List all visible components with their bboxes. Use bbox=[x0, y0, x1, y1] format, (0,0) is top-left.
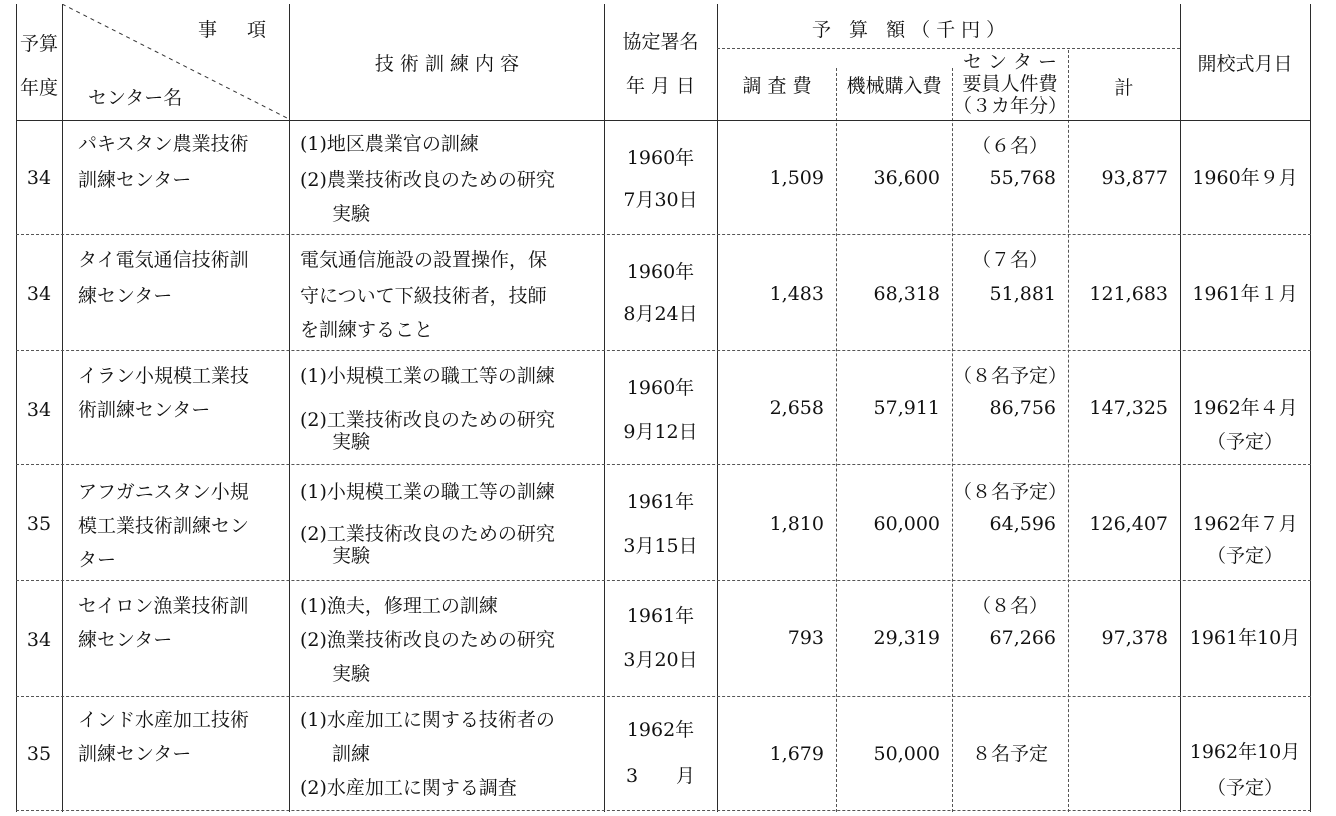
row-survey: 1,810 bbox=[769, 513, 824, 535]
row-year: 35 bbox=[26, 513, 52, 535]
row-staff-note: （８名予定） bbox=[952, 481, 1067, 503]
row-name-line: タイ電気通信技術訓 bbox=[78, 249, 249, 271]
row-name-line: インド水産加工技術 bbox=[78, 709, 250, 731]
row-opening: 1961年10月 bbox=[1189, 627, 1301, 649]
row-date-day: 9月12日 bbox=[623, 421, 698, 443]
rule-v-name bbox=[289, 4, 290, 812]
row-machine: 57,911 bbox=[873, 397, 940, 419]
row-content-line: 実験 bbox=[332, 203, 371, 225]
row-content-line: 実験 bbox=[332, 545, 371, 567]
row-name-line: 術訓練センター bbox=[78, 399, 211, 421]
row-staff-note: （８名） bbox=[971, 595, 1048, 617]
rule-v-right bbox=[1310, 4, 1311, 812]
row-machine: 60,000 bbox=[873, 513, 940, 535]
row-machine: 36,600 bbox=[873, 167, 940, 189]
row-opening: 1960年９月 bbox=[1192, 167, 1298, 189]
header-item: 事 項 bbox=[198, 19, 279, 41]
row-total: 97,378 bbox=[1101, 627, 1168, 649]
row-total: 121,683 bbox=[1089, 283, 1168, 305]
row-opening: 1962年４月 bbox=[1192, 397, 1298, 419]
header-staff-3: （３カ年分） bbox=[952, 95, 1067, 117]
row-name-line: 練センター bbox=[78, 285, 173, 307]
row-content-line: (2)漁業技術改良のための研究 bbox=[300, 629, 555, 651]
row-survey: 1,483 bbox=[769, 283, 824, 305]
row-opening: 1961年１月 bbox=[1192, 283, 1298, 305]
header-total: 計 bbox=[1114, 77, 1134, 99]
row-opening-note: （予定） bbox=[1206, 431, 1283, 453]
header-survey: 調 査 費 bbox=[742, 75, 812, 97]
header-sign-bottom: 年 月 日 bbox=[625, 75, 696, 97]
row-content-line: (1)小規模工業の職工等の訓練 bbox=[300, 481, 555, 503]
rule-h-budget bbox=[717, 48, 1180, 49]
row-content-line: 実験 bbox=[332, 663, 371, 685]
row-year: 34 bbox=[26, 283, 52, 305]
header-sign-top: 協定署名 bbox=[622, 31, 699, 53]
rule-h-row3 bbox=[16, 464, 1311, 465]
row-name-line: ター bbox=[78, 549, 117, 571]
rule-h-row4 bbox=[16, 580, 1311, 581]
row-survey: 2,658 bbox=[769, 397, 824, 419]
row-name-line: 練センター bbox=[78, 629, 173, 651]
row-staff-note: （８名予定） bbox=[952, 365, 1067, 387]
row-staff: 64,596 bbox=[989, 513, 1056, 535]
row-date-day: 7月30日 bbox=[623, 189, 698, 211]
row-content-line: (2)農業技術改良のための研究 bbox=[300, 169, 555, 191]
row-date-year: 1960年 bbox=[626, 261, 695, 283]
rule-h-row1 bbox=[16, 234, 1311, 235]
rule-h-bottom bbox=[16, 810, 1311, 811]
rule-v-date bbox=[717, 4, 718, 812]
row-staff: 67,266 bbox=[989, 627, 1056, 649]
rule-v-staff bbox=[1068, 50, 1069, 812]
row-name-line: アフガニスタン小規 bbox=[78, 481, 249, 503]
rule-h-header bbox=[16, 120, 1311, 121]
row-date-day: 3 月 bbox=[625, 765, 696, 787]
row-content-line: (2)水産加工に関する調査 bbox=[300, 777, 517, 799]
row-date-year: 1960年 bbox=[626, 377, 695, 399]
header-budget: 予 算 額（千円） bbox=[812, 19, 1012, 41]
header-center-name: センター名 bbox=[88, 87, 183, 109]
row-staff: 51,881 bbox=[989, 283, 1056, 305]
row-content-line: (2)工業技術改良のための研究 bbox=[300, 409, 555, 431]
rule-v-content bbox=[604, 4, 605, 812]
header-year-top: 予算 bbox=[19, 33, 58, 55]
row-staff: 55,768 bbox=[989, 167, 1056, 189]
rule-h-row2 bbox=[16, 350, 1311, 351]
header-staff-1: セ ン タ ー bbox=[962, 51, 1058, 73]
row-opening: 1962年10月 bbox=[1189, 741, 1301, 763]
rule-v-survey bbox=[836, 68, 837, 812]
row-name-line: パキスタン農業技術 bbox=[78, 133, 249, 155]
row-date-day: 3月20日 bbox=[623, 649, 698, 671]
header-opening: 開校式月日 bbox=[1197, 53, 1293, 75]
row-staff-note: （６名） bbox=[971, 135, 1048, 157]
row-machine: 50,000 bbox=[873, 743, 940, 765]
row-date-year: 1962年 bbox=[626, 719, 695, 741]
row-date-year: 1961年 bbox=[626, 491, 695, 513]
row-staff: 86,756 bbox=[989, 397, 1056, 419]
row-total: 93,877 bbox=[1101, 167, 1168, 189]
row-content-line: 守について下級技術者，技師 bbox=[300, 285, 547, 307]
row-opening: 1962年７月 bbox=[1192, 513, 1298, 535]
row-content-line: 電気通信施設の設置操作，保 bbox=[300, 249, 548, 271]
header-staff-2: 要員人件費 bbox=[962, 73, 1058, 95]
row-date-day: 3月15日 bbox=[623, 535, 698, 557]
header-content: 技 術 訓 練 内 容 bbox=[374, 53, 520, 75]
row-opening-note: （予定） bbox=[1206, 545, 1283, 567]
row-content-line: を訓練すること bbox=[300, 319, 434, 341]
row-year: 34 bbox=[26, 629, 52, 651]
row-content-line: (1)漁夫，修理工の訓練 bbox=[300, 595, 498, 617]
row-content-line: 実験 bbox=[332, 431, 371, 453]
row-content-line: (1)地区農業官の訓練 bbox=[300, 133, 479, 155]
row-name-line: イラン小規模工業技 bbox=[78, 365, 250, 387]
row-name-line: セイロン漁業技術訓 bbox=[78, 595, 249, 617]
row-year: 34 bbox=[26, 399, 52, 421]
row-staff-note: （７名） bbox=[971, 249, 1048, 271]
row-content-line: (1)水産加工に関する技術者の bbox=[300, 709, 555, 731]
row-survey: 793 bbox=[787, 627, 824, 649]
row-opening-note: （予定） bbox=[1206, 777, 1283, 799]
row-staff: ８名予定 bbox=[971, 743, 1048, 765]
row-year: 35 bbox=[26, 743, 52, 765]
row-survey: 1,509 bbox=[769, 167, 824, 189]
row-machine: 29,319 bbox=[873, 627, 940, 649]
header-year-bottom: 年度 bbox=[19, 77, 58, 99]
row-machine: 68,318 bbox=[873, 283, 940, 305]
row-name-line: 訓練センター bbox=[78, 169, 192, 191]
row-name-line: 模工業技術訓練セン bbox=[78, 515, 250, 537]
row-name-line: 訓練センター bbox=[78, 743, 192, 765]
row-content-line: (2)工業技術改良のための研究 bbox=[300, 523, 555, 545]
row-total: 147,325 bbox=[1089, 397, 1168, 419]
row-content-line: 訓練 bbox=[332, 743, 371, 765]
row-total: 126,407 bbox=[1089, 513, 1168, 535]
row-date-year: 1960年 bbox=[626, 147, 695, 169]
row-year: 34 bbox=[26, 167, 52, 189]
header-machine: 機械購入費 bbox=[846, 75, 942, 97]
rule-h-row5 bbox=[16, 696, 1311, 697]
rule-v-year bbox=[62, 4, 63, 812]
row-date-day: 8月24日 bbox=[623, 303, 698, 325]
row-date-year: 1961年 bbox=[626, 605, 695, 627]
row-survey: 1,679 bbox=[769, 743, 824, 765]
row-content-line: (1)小規模工業の職工等の訓練 bbox=[300, 365, 555, 387]
